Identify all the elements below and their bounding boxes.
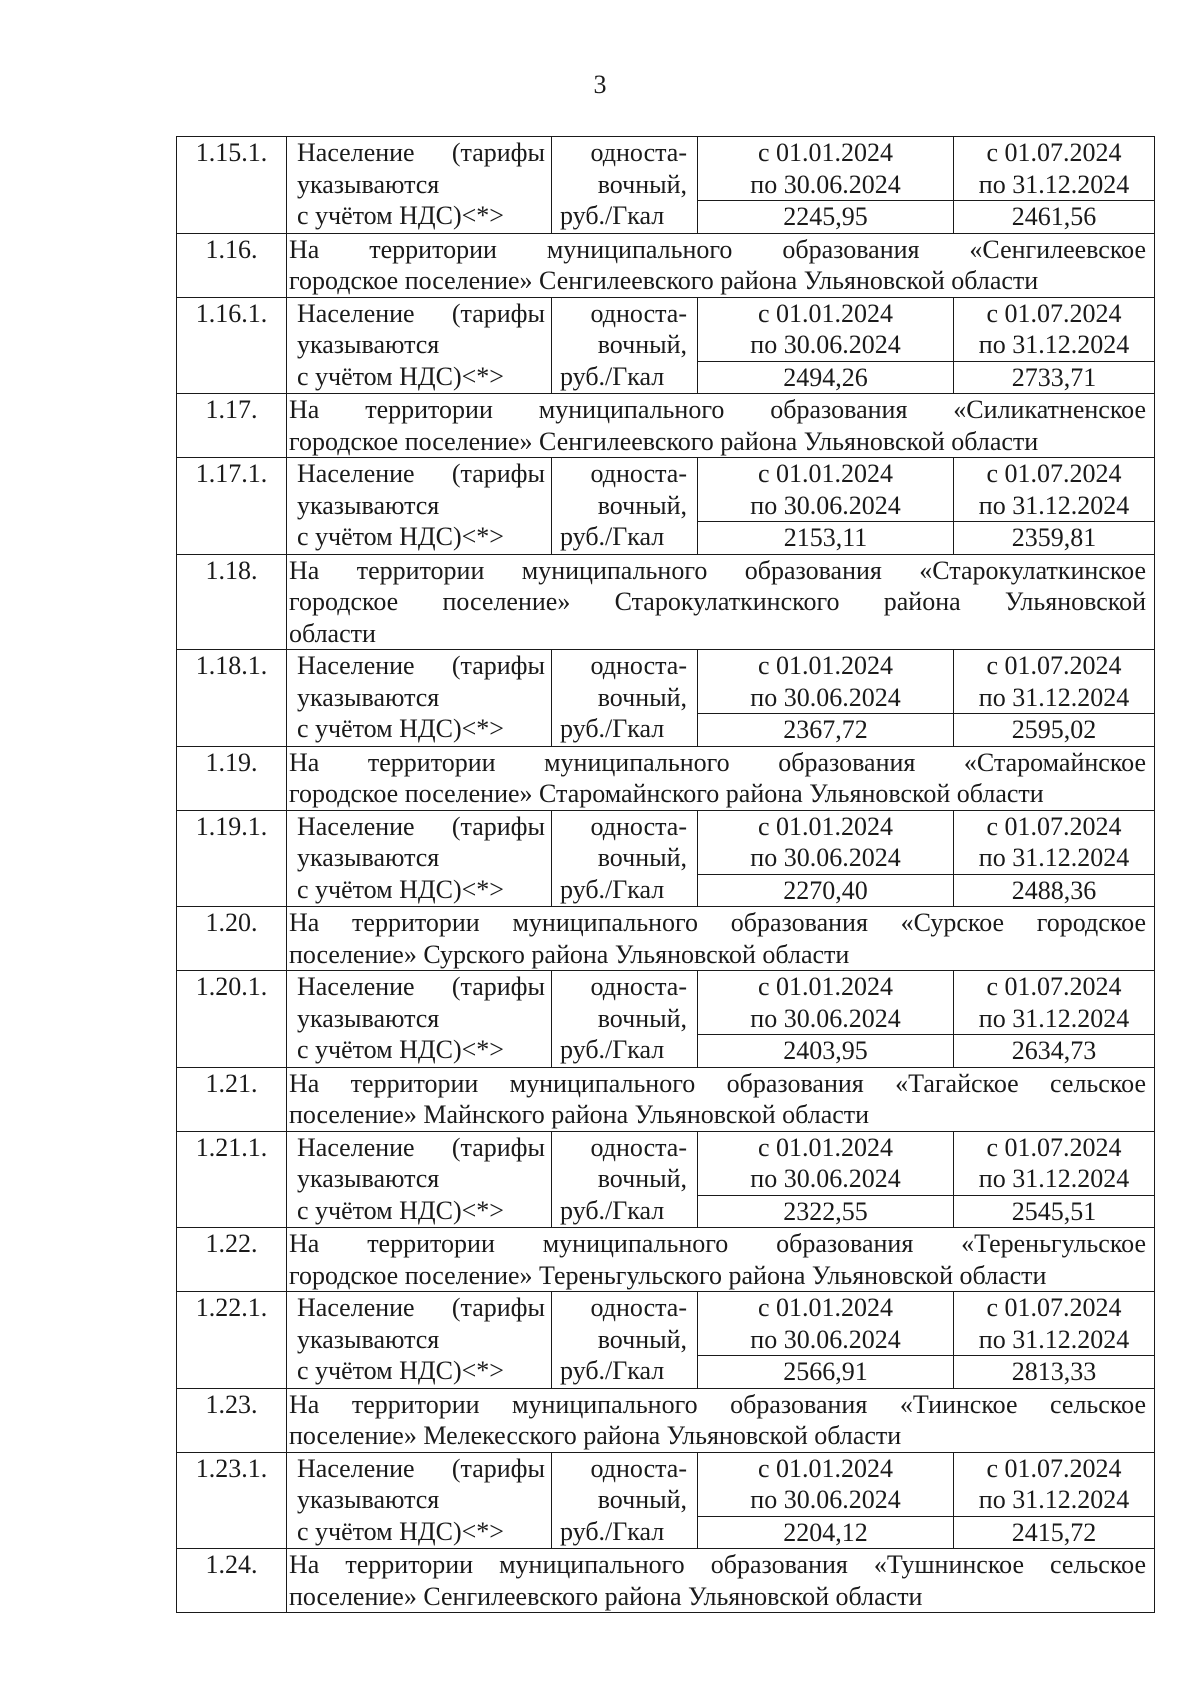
price-first-half: 2367,72 bbox=[698, 714, 954, 747]
territory-line: На территории муниципального образования «Сурское городское bbox=[289, 908, 1146, 937]
row-number: 1.18.1. bbox=[177, 650, 287, 747]
territory-line: городское поселение» Тереньгульского района Ульяновской области bbox=[289, 1260, 1047, 1290]
consumer-row bbox=[177, 458, 1155, 522]
unit-line: вочный, bbox=[597, 682, 687, 712]
period-line: по 30.06.2024 bbox=[750, 490, 901, 520]
period-line: по 31.12.2024 bbox=[978, 1164, 1130, 1193]
unit-cell bbox=[552, 297, 698, 394]
period-line: с 01.01.2024 bbox=[757, 1453, 894, 1483]
row-number: 1.21. bbox=[177, 1067, 287, 1131]
price-first-half: 2403,95 bbox=[698, 1035, 954, 1068]
consumer-line: Население (тарифы bbox=[297, 972, 545, 1001]
consumer-row bbox=[177, 1452, 1155, 1516]
period-start-cell bbox=[698, 1292, 954, 1356]
period-end-cell bbox=[954, 137, 1155, 201]
territory-row bbox=[177, 1228, 1155, 1292]
period-start-cell bbox=[698, 1131, 954, 1195]
territory-row bbox=[177, 554, 1155, 650]
row-number: 1.23.1. bbox=[177, 1452, 287, 1549]
unit-line: вочный, bbox=[597, 1003, 687, 1033]
period-line: с 01.07.2024 bbox=[986, 1132, 1122, 1162]
price-first-half: 2566,91 bbox=[698, 1356, 954, 1389]
consumer-cell bbox=[287, 1131, 552, 1228]
territory-line: На территории муниципального образования «Тушнинское сельское bbox=[289, 1550, 1146, 1579]
period-start-cell bbox=[698, 137, 954, 201]
period-line: с 01.01.2024 bbox=[757, 459, 894, 488]
territory-row bbox=[177, 1388, 1155, 1452]
period-line: с 01.07.2024 bbox=[986, 459, 1122, 488]
territory-line: поселение» Сурского района Ульяновской области bbox=[289, 939, 850, 969]
row-number: 1.20. bbox=[177, 907, 287, 971]
unit-line: односта- bbox=[590, 1132, 687, 1162]
unit-line: руб./Гкал bbox=[560, 522, 665, 551]
period-line: по 31.12.2024 bbox=[978, 169, 1130, 199]
consumer-line: с учётом НДС)<*> bbox=[297, 714, 504, 743]
period-line: по 30.06.2024 bbox=[750, 1003, 901, 1033]
row-number: 1.22.1. bbox=[177, 1292, 287, 1389]
period-line: по 31.12.2024 bbox=[978, 1324, 1130, 1354]
consumer-line: указываются bbox=[297, 1324, 440, 1354]
unit-line: односта- bbox=[590, 811, 687, 841]
period-line: с 01.01.2024 bbox=[757, 1293, 894, 1322]
period-line: по 30.06.2024 bbox=[750, 1324, 901, 1354]
unit-line: вочный, bbox=[597, 330, 687, 359]
consumer-line: указываются bbox=[297, 169, 440, 199]
consumer-cell bbox=[287, 1292, 552, 1389]
unit-line: руб./Гкал bbox=[560, 1035, 665, 1064]
consumer-row bbox=[177, 1131, 1155, 1195]
territory-line: На территории муниципального образования «Старомайнское bbox=[289, 747, 1146, 777]
unit-cell bbox=[552, 971, 698, 1068]
page-number: 3 bbox=[593, 70, 607, 99]
price-first-half: 2322,55 bbox=[698, 1195, 954, 1228]
territory-name-cell bbox=[287, 1067, 1155, 1131]
period-line: по 31.12.2024 bbox=[978, 330, 1130, 359]
row-number: 1.17. bbox=[177, 394, 287, 458]
period-start-cell bbox=[698, 297, 954, 361]
unit-line: вочный, bbox=[597, 1324, 687, 1354]
period-start-cell bbox=[698, 1452, 954, 1516]
price-first-half: 2153,11 bbox=[698, 522, 954, 555]
unit-cell bbox=[552, 1452, 698, 1549]
period-end-cell bbox=[954, 650, 1155, 714]
period-start-cell bbox=[698, 650, 954, 714]
row-number: 1.15.1. bbox=[177, 137, 287, 234]
period-end-cell bbox=[954, 458, 1155, 522]
unit-cell bbox=[552, 1131, 698, 1228]
unit-line: руб./Гкал bbox=[560, 714, 665, 743]
period-line: по 30.06.2024 bbox=[750, 1485, 901, 1514]
consumer-cell bbox=[287, 1452, 552, 1549]
territory-line: На территории муниципального образования «Сенгилеевское bbox=[289, 234, 1146, 264]
period-start-cell bbox=[698, 810, 954, 874]
period-line: с 01.01.2024 bbox=[757, 972, 894, 1001]
territory-name-cell bbox=[287, 907, 1155, 971]
consumer-line: с учётом НДС)<*> bbox=[297, 874, 504, 904]
unit-line: односта- bbox=[590, 1453, 687, 1483]
unit-line: односта- bbox=[590, 298, 687, 328]
period-line: по 31.12.2024 bbox=[978, 1485, 1130, 1514]
consumer-line: указываются bbox=[297, 843, 440, 872]
period-line: с 01.07.2024 bbox=[986, 298, 1122, 328]
territory-name-cell bbox=[287, 554, 1155, 650]
territory-line: поселение» Мелекесского района Ульяновской области bbox=[289, 1421, 902, 1450]
tariff-table-body bbox=[177, 137, 1155, 1613]
territory-row bbox=[177, 1067, 1155, 1131]
territory-line: На территории муниципального образования «Тереньгульское bbox=[289, 1229, 1146, 1258]
consumer-line: с учётом НДС)<*> bbox=[297, 1195, 504, 1225]
unit-line: односта- bbox=[590, 972, 687, 1001]
price-second-half: 2733,71 bbox=[954, 361, 1155, 394]
period-line: с 01.07.2024 bbox=[986, 138, 1122, 167]
consumer-line: указываются bbox=[297, 490, 440, 520]
consumer-line: указываются bbox=[297, 1003, 440, 1033]
period-line: по 30.06.2024 bbox=[750, 843, 901, 872]
period-line: с 01.01.2024 bbox=[757, 1132, 894, 1162]
territory-name-cell bbox=[287, 394, 1155, 458]
unit-cell bbox=[552, 650, 698, 747]
consumer-row bbox=[177, 137, 1155, 201]
unit-cell bbox=[552, 1292, 698, 1389]
row-number: 1.16.1. bbox=[177, 297, 287, 394]
consumer-row bbox=[177, 650, 1155, 714]
consumer-line: указываются bbox=[297, 1164, 440, 1193]
period-line: с 01.01.2024 bbox=[757, 298, 894, 328]
price-second-half: 2488,36 bbox=[954, 874, 1155, 907]
row-number: 1.20.1. bbox=[177, 971, 287, 1068]
period-line: с 01.01.2024 bbox=[757, 138, 894, 167]
consumer-line: с учётом НДС)<*> bbox=[297, 1035, 504, 1064]
row-number: 1.24. bbox=[177, 1549, 287, 1613]
period-line: с 01.07.2024 bbox=[986, 1453, 1122, 1483]
territory-line: области bbox=[289, 618, 376, 648]
period-line: по 31.12.2024 bbox=[978, 682, 1130, 712]
territory-line: поселение» Сенгилеевского района Ульяновской области bbox=[289, 1581, 923, 1611]
territory-row bbox=[177, 746, 1155, 810]
unit-cell bbox=[552, 137, 698, 234]
consumer-line: с учётом НДС)<*> bbox=[297, 522, 504, 551]
price-second-half: 2634,73 bbox=[954, 1035, 1155, 1068]
unit-line: вочный, bbox=[597, 169, 687, 199]
unit-line: вочный, bbox=[597, 1164, 687, 1193]
unit-line: руб./Гкал bbox=[560, 361, 665, 391]
consumer-line: Население (тарифы bbox=[297, 298, 545, 328]
price-first-half: 2245,95 bbox=[698, 201, 954, 234]
unit-line: вочный, bbox=[597, 843, 687, 872]
row-number: 1.17.1. bbox=[177, 458, 287, 555]
row-number: 1.18. bbox=[177, 554, 287, 650]
consumer-cell bbox=[287, 650, 552, 747]
period-end-cell bbox=[954, 1292, 1155, 1356]
consumer-row bbox=[177, 971, 1155, 1035]
consumer-cell bbox=[287, 458, 552, 555]
consumer-line: с учётом НДС)<*> bbox=[297, 1516, 504, 1546]
unit-cell bbox=[552, 810, 698, 907]
row-number: 1.23. bbox=[177, 1388, 287, 1452]
unit-line: односта- bbox=[590, 138, 687, 167]
unit-line: руб./Гкал bbox=[560, 201, 665, 230]
price-first-half: 2494,26 bbox=[698, 361, 954, 394]
territory-name-cell bbox=[287, 1549, 1155, 1613]
consumer-row bbox=[177, 297, 1155, 361]
period-line: по 31.12.2024 bbox=[978, 843, 1130, 872]
period-end-cell bbox=[954, 1452, 1155, 1516]
territory-line: городское поселение» Сенгилеевского района Ульяновской области bbox=[289, 426, 1039, 456]
row-number: 1.16. bbox=[177, 233, 287, 297]
unit-line: руб./Гкал bbox=[560, 1516, 665, 1546]
price-second-half: 2359,81 bbox=[954, 522, 1155, 555]
consumer-line: Население (тарифы bbox=[297, 651, 545, 680]
period-line: с 01.07.2024 bbox=[986, 651, 1122, 680]
unit-line: односта- bbox=[590, 1293, 687, 1322]
territory-line: На территории муниципального образования «Силикатненское bbox=[289, 395, 1146, 424]
consumer-line: Население (тарифы bbox=[297, 1453, 545, 1483]
row-number: 1.19. bbox=[177, 746, 287, 810]
territory-name-cell bbox=[287, 1228, 1155, 1292]
period-line: по 30.06.2024 bbox=[750, 330, 901, 359]
territory-line: На территории муниципального образования «Тиинское сельское bbox=[289, 1389, 1146, 1419]
row-number: 1.19.1. bbox=[177, 810, 287, 907]
period-end-cell bbox=[954, 1131, 1155, 1195]
period-line: с 01.07.2024 bbox=[986, 811, 1122, 841]
territory-name-cell bbox=[287, 746, 1155, 810]
consumer-row bbox=[177, 810, 1155, 874]
period-line: по 30.06.2024 bbox=[750, 682, 901, 712]
period-start-cell bbox=[698, 971, 954, 1035]
consumer-line: указываются bbox=[297, 330, 440, 359]
period-line: с 01.07.2024 bbox=[986, 972, 1122, 1001]
unit-line: вочный, bbox=[597, 1485, 687, 1514]
unit-line: руб./Гкал bbox=[560, 1356, 665, 1385]
period-line: по 31.12.2024 bbox=[978, 1003, 1130, 1033]
price-second-half: 2813,33 bbox=[954, 1356, 1155, 1389]
consumer-cell bbox=[287, 137, 552, 234]
price-second-half: 2461,56 bbox=[954, 201, 1155, 234]
period-line: по 30.06.2024 bbox=[750, 1164, 901, 1193]
row-number: 1.22. bbox=[177, 1228, 287, 1292]
territory-row bbox=[177, 394, 1155, 458]
price-first-half: 2204,12 bbox=[698, 1516, 954, 1549]
period-line: по 31.12.2024 bbox=[978, 490, 1130, 520]
unit-cell bbox=[552, 458, 698, 555]
tariff-table bbox=[176, 136, 1155, 1613]
territory-name-cell bbox=[287, 1388, 1155, 1452]
period-end-cell bbox=[954, 297, 1155, 361]
territory-line: городское поселение» Сенгилеевского района Ульяновской области bbox=[289, 266, 1039, 295]
period-line: по 30.06.2024 bbox=[750, 169, 901, 199]
price-second-half: 2595,02 bbox=[954, 714, 1155, 747]
territory-row bbox=[177, 1549, 1155, 1613]
period-end-cell bbox=[954, 971, 1155, 1035]
territory-row bbox=[177, 907, 1155, 971]
consumer-line: Население (тарифы bbox=[297, 1132, 545, 1162]
consumer-line: Население (тарифы bbox=[297, 1293, 545, 1322]
row-number: 1.21.1. bbox=[177, 1131, 287, 1228]
consumer-line: Население (тарифы bbox=[297, 459, 545, 488]
consumer-line: Население (тарифы bbox=[297, 811, 545, 841]
period-end-cell bbox=[954, 810, 1155, 874]
consumer-line: с учётом НДС)<*> bbox=[297, 1356, 504, 1385]
territory-name-cell bbox=[287, 233, 1155, 297]
consumer-cell bbox=[287, 297, 552, 394]
unit-line: руб./Гкал bbox=[560, 1195, 665, 1225]
unit-line: односта- bbox=[590, 459, 687, 488]
consumer-line: с учётом НДС)<*> bbox=[297, 361, 504, 391]
territory-line: городское поселение» Старомайнского района Ульяновской области bbox=[289, 779, 1044, 808]
price-second-half: 2545,51 bbox=[954, 1195, 1155, 1228]
unit-line: руб./Гкал bbox=[560, 874, 665, 904]
period-line: с 01.07.2024 bbox=[986, 1293, 1122, 1322]
territory-line: На территории муниципального образования «Тагайское сельское bbox=[289, 1068, 1146, 1098]
consumer-line: с учётом НДС)<*> bbox=[297, 201, 504, 230]
consumer-cell bbox=[287, 810, 552, 907]
period-line: с 01.01.2024 bbox=[757, 651, 894, 680]
unit-line: вочный, bbox=[597, 490, 687, 520]
consumer-row bbox=[177, 1292, 1155, 1356]
consumer-line: Население (тарифы bbox=[297, 138, 545, 167]
price-first-half: 2270,40 bbox=[698, 874, 954, 907]
territory-line: поселение» Майнского района Ульяновской области bbox=[289, 1100, 870, 1129]
territory-line: городское поселение» Старокулаткинского района Ульяновской bbox=[289, 587, 1146, 616]
unit-line: односта- bbox=[590, 651, 687, 680]
consumer-cell bbox=[287, 971, 552, 1068]
territory-row bbox=[177, 233, 1155, 297]
consumer-line: указываются bbox=[297, 1485, 440, 1514]
territory-line: На территории муниципального образования «Старокулаткинское bbox=[289, 555, 1146, 585]
price-second-half: 2415,72 bbox=[954, 1516, 1155, 1549]
period-start-cell bbox=[698, 458, 954, 522]
consumer-line: указываются bbox=[297, 682, 440, 712]
period-line: с 01.01.2024 bbox=[757, 811, 894, 841]
